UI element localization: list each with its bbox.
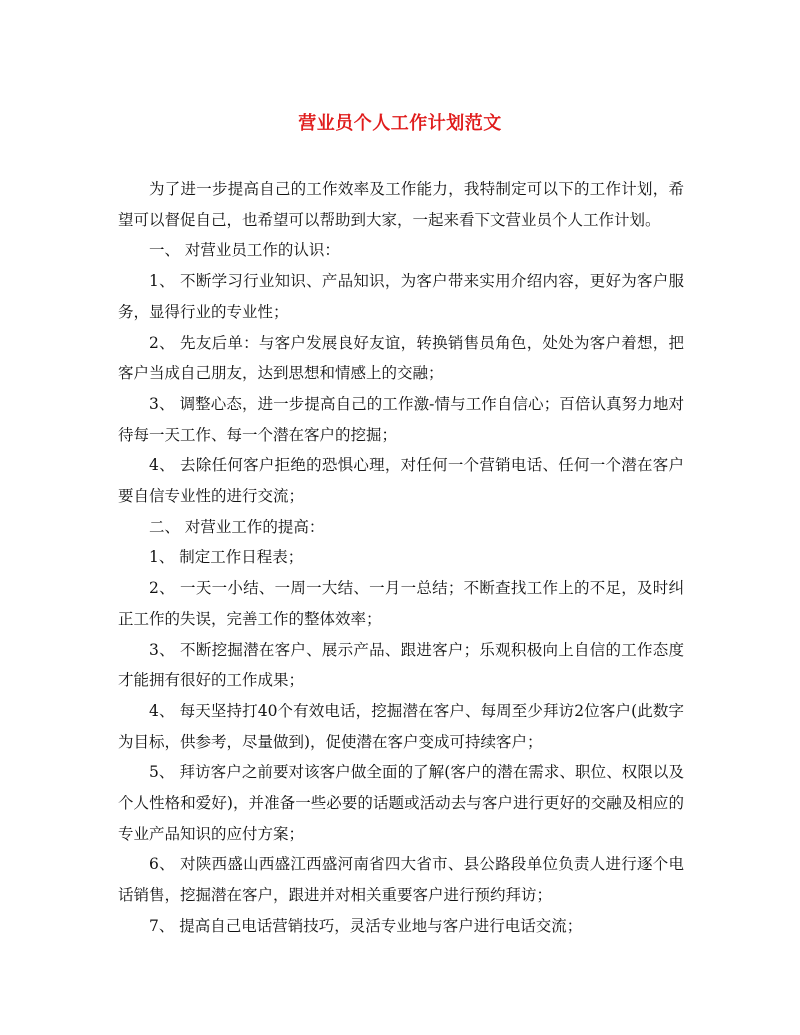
document-title: 营业员个人工作计划范文 xyxy=(298,113,502,134)
list-item: 1、 不断学习行业知识、产品知识，为客户带来实用介绍内容，更好为客户服务，显得行业的专业性； xyxy=(118,272,684,321)
list-item: 2、 一天一小结、一周一大结、一月一总结；不断查找工作上的不足，及时纠正工作的失误，完善工作的整体效率； xyxy=(118,579,684,628)
list-item: 3、 调整心态，进一步提高自己的工作激-情与工作自信心；百倍认真努力地对待每一天工作、每一个潜在客户的挖掘； xyxy=(118,394,684,444)
document-body xyxy=(118,174,684,942)
list-item: 4、 每天坚持打40个有效电话，挖掘潜在客户、每周至少拜访2位客户(此数字为目标，供参考，尽量做到)，促使潜在客户变成可持续客户； xyxy=(118,701,684,751)
list-item: 2、 先友后单：与客户发展良好友谊，转换销售员角色，处处为客户着想，把客户当成自己朋友，达到思想和情感上的交融； xyxy=(118,333,684,383)
list-item: 1、 制定工作日程表； xyxy=(149,548,304,567)
list-item: 5、 拜访客户之前要对该客户做全面的了解(客户的潜在需求、职位、权限以及个人性格和爱好)，并准备一些必要的话题或活动去与客户进行更好的交融及相应的专业产品知识的应付方案； xyxy=(118,763,684,843)
section-heading-1: 一、 对营业员工作的认识： xyxy=(149,241,340,260)
list-item: 4、 去除任何客户拒绝的恐惧心理，对任何一个营销电话、任何一个潜在客户要自信专业性的进行交流； xyxy=(118,456,684,506)
list-item: 6、 对陕西盛山西盛江西盛河南省四大省市、县公路段单位负责人进行逐个电话销售，挖掘潜在客户，跟进并对相关重要客户进行预约拜访； xyxy=(118,855,684,905)
paragraph-intro: 为了进一步提高自己的工作效率及工作能力，我特制定可以下的工作计划，希望可以督促自己，也希望可以帮助到大家，一起来看下文营业员个人工作计划。 xyxy=(118,180,684,229)
list-item: 7、 提高自己电话营销技巧，灵活专业地与客户进行电话交流； xyxy=(149,916,583,935)
section-heading-2: 二、 对营业工作的提高： xyxy=(149,517,325,536)
list-item: 3、 不断挖掘潜在客户、展示产品、跟进客户；乐观积极向上自信的工作态度才能拥有很好的工作成果； xyxy=(118,640,684,690)
